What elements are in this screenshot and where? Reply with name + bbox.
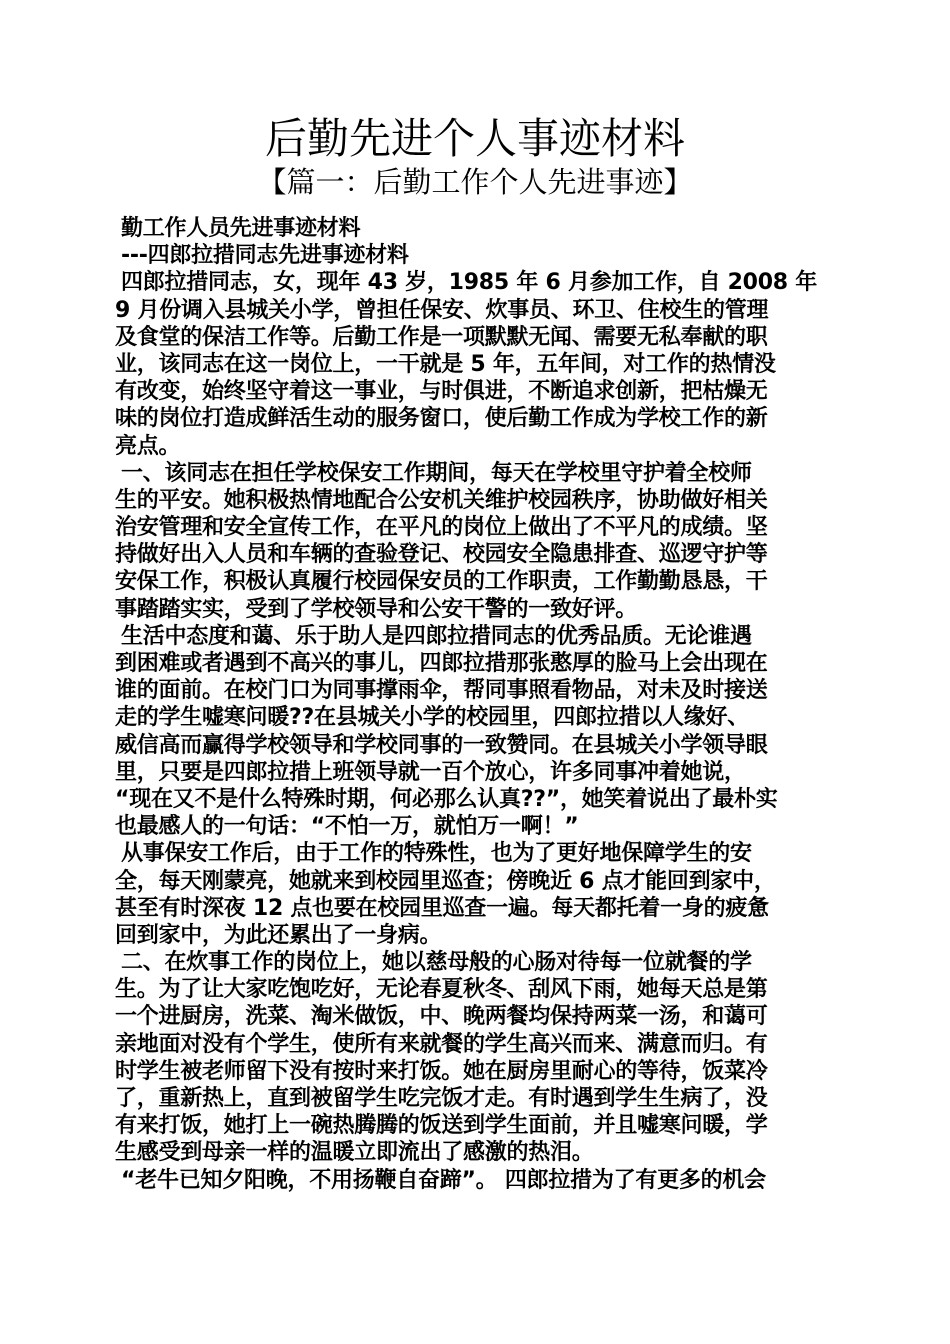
- text-line: 到困难或者遇到不高兴的事儿，四郎拉措那张憨厚的脸马上会出现在: [115, 651, 768, 676]
- paragraph-start-line: “老牛已知夕阳晚，不用扬鞭自奋蹄”。 四郎拉措为了有更多的机会: [121, 1167, 766, 1193]
- text-line: 回到家中，为此还累出了一身病。: [115, 922, 442, 948]
- text-line: 治安管理和安全宣传工作，在平凡的岗位上做出了不平凡的成绩。坚: [115, 515, 768, 541]
- text-line: 时学生被老师留下没有按时来打饭。她在厨房里耐心的等待，饭菜冷: [115, 1058, 768, 1084]
- text-line: 生感受到母亲一样的温暖立即流出了感激的热泪。: [115, 1140, 594, 1166]
- text-line: 生。为了让大家吃饱吃好，无论春夏秋冬、刮风下雨，她每天总是第: [115, 977, 768, 1003]
- document-body: [115, 215, 840, 1194]
- text-line: 一个进厨房，洗菜、淘米做饭，中、晚两餐均保持两菜一汤，和蔼可: [115, 1004, 768, 1030]
- text-line: 生的平安。她积极热情地配合公安机关维护校园秩序，协助做好相关: [115, 487, 768, 513]
- text-line: 及食堂的保洁工作等。后勤工作是一项默默无闻、需要无私奉献的职: [115, 324, 768, 350]
- text-line: 业，该同志在这一岗位上，一干就是 5 年，五年间，对工作的热情没: [115, 351, 776, 377]
- text-line: 也最感人的一句话：“不怕一万，就怕万一啊！”: [115, 814, 579, 840]
- text-line: 有来打饭，她打上一碗热腾腾的饭送到学生面前，并且嘘寒问暖，学: [115, 1113, 768, 1139]
- text-line: 9 月份调入县城关小学，曾担任保安、炊事员、环卫、住校生的管理: [115, 297, 769, 323]
- paragraph-start-line: 一、该同志在担任学校保安工作期间，每天在学校里守护着全校师: [121, 460, 752, 486]
- text-line: 味的岗位打造成鲜活生动的服务窗口，使后勤工作成为学校工作的新: [115, 406, 768, 432]
- text-line: 事踏踏实实，受到了学校领导和公安干警的一致好评。: [115, 596, 638, 622]
- text-line: 甚至有时深夜 12 点也要在校园里巡查一遍。每天都托着一身的疲惫: [115, 895, 769, 921]
- text-line: 勤工作人员先进事迹材料: [121, 216, 361, 241]
- text-line: 安保工作，积极认真履行校园保安员的工作职责，工作勤勤恳恳，干: [115, 569, 768, 595]
- text-line: 亮点。: [115, 433, 181, 459]
- text-line: 里，只要是四郎拉措上班领导就一百个放心，许多同事冲着她说，: [115, 759, 746, 785]
- document-title: 后勤先进个人事迹材料: [264, 114, 685, 163]
- document-subtitle: 【篇一：后勤工作个人先进事迹】: [257, 165, 693, 199]
- paragraph-start-line: 从事保安工作后，由于工作的特殊性，也为了更好地保障学生的安: [121, 841, 752, 867]
- text-line: 走的学生嘘寒问暖??在县城关小学的校园里，四郎拉措以人缘好、: [115, 705, 750, 731]
- paragraph-start-line: 二、在炊事工作的岗位上，她以慈母般的心肠对待每一位就餐的学: [121, 950, 752, 976]
- text-line: 威信高而赢得学校领导和学校同事的一致赞同。在县城关小学领导眼: [115, 732, 768, 758]
- text-line: ---四郎拉措同志先进事迹材料: [121, 243, 409, 269]
- paragraph-start-line: 四郎拉措同志，女，现年 43 岁，1985 年 6 月参加工作，自 2008 年: [121, 270, 817, 296]
- text-line: 谁的面前。在校门口为同事撑雨伞，帮同事照看物品，对未及时接送: [115, 678, 768, 704]
- text-line: 亲地面对没有个学生，使所有来就餐的学生高兴而来、满意而归。有: [115, 1031, 768, 1057]
- text-line: 全，每天刚蒙亮，她就来到校园里巡查；傍晚近 6 点才能回到家中，: [115, 868, 776, 894]
- paragraph-start-line: 生活中态度和蔼、乐于助人是四郎拉措同志的优秀品质。无论谁遇: [121, 623, 752, 649]
- text-line: 了，重新热上，直到被留学生吃完饭才走。有时遇到学生生病了，没: [115, 1086, 768, 1111]
- text-line: “现在又不是什么特殊时期，何必那么认真??”，她笑着说出了最朴实: [115, 786, 778, 812]
- text-line: 有改变，始终坚守着这一事业，与时俱进，不断追求创新，把枯燥无: [115, 379, 768, 405]
- text-line: 持做好出入人员和车辆的查验登记、校园安全隐患排查、巡逻守护等: [115, 542, 768, 568]
